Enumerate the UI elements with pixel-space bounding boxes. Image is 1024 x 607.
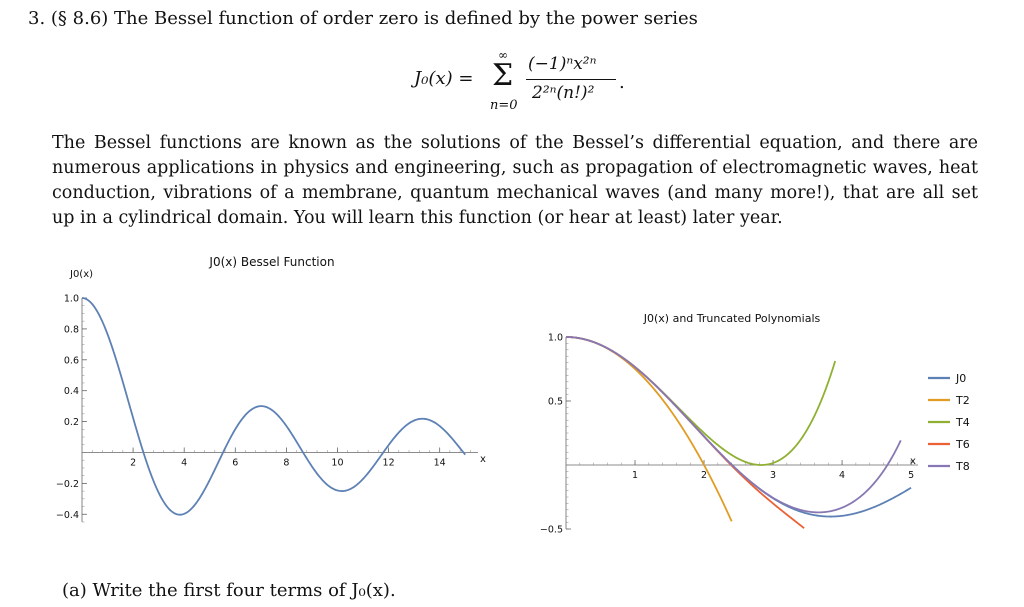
x-tick-label: 3	[770, 470, 777, 481]
intro-paragraph: The Bessel functions are known as the solutions of the Bessel’s differential equation, and there are numerous applications in physics and engineering, such as propagation of electromagnetic waves, heat conduction, vibrations of a membrane, quantum mechanical waves (and many more!), that are all set up in a cylindrical domain. You will learn this function (or hear at least) later year.	[52, 133, 978, 228]
x-axis-label: x	[910, 456, 916, 467]
y-tick-label: −0.4	[55, 509, 79, 521]
legend	[928, 372, 970, 473]
problem-heading: 3. (§ 8.6) The Bessel function of order zero is defined by the power series	[28, 8, 698, 29]
legend-label: T2	[956, 394, 970, 407]
y-tick-label: −0.5	[539, 524, 563, 536]
formula-period: .	[619, 72, 625, 93]
y-tick-label: 0.5	[547, 396, 563, 408]
legend-label: T8	[956, 460, 970, 473]
sum-symbol: Σ	[492, 58, 514, 93]
truncated-polynomials-chart	[520, 300, 1020, 550]
x-tick-label: 10	[331, 457, 344, 469]
bessel-formula	[414, 46, 644, 116]
x-tick-label: 6	[232, 457, 239, 469]
x-tick-label: 5	[908, 470, 915, 481]
y-tick-label: 0.4	[63, 386, 79, 398]
y-tick-label: 1.0	[547, 332, 563, 344]
fraction-bar	[526, 79, 616, 80]
series-line-J0	[566, 337, 911, 517]
y-tick-label: 0.6	[63, 355, 79, 367]
x-tick-label: 4	[181, 457, 188, 469]
series-line-T8	[566, 337, 901, 512]
chart-title: J0(x) Bessel Function	[209, 255, 335, 269]
y-tick-label: 0.2	[63, 417, 79, 429]
formula-numerator: (−1)ⁿx²ⁿ	[528, 54, 597, 74]
sum-lower-limit: n=0	[490, 98, 518, 113]
legend-label: J0	[956, 372, 967, 385]
x-tick-label: 2	[701, 470, 708, 481]
x-tick-label: 2	[130, 457, 137, 469]
x-tick-label: 4	[839, 470, 846, 481]
series-line-T2	[566, 337, 732, 521]
chart-title: J0(x) and Truncated Polynomials	[643, 312, 821, 325]
x-tick-label: 8	[283, 457, 290, 469]
series-line-T4	[566, 337, 835, 465]
sum-upper-limit: ∞	[498, 48, 508, 62]
x-tick-label: 14	[433, 457, 446, 469]
y-tick-label: 1.0	[63, 293, 79, 305]
formula-lhs: J₀(x) =	[414, 68, 474, 89]
y-tick-label: 0.8	[63, 324, 79, 336]
y-tick-label: −0.2	[55, 478, 79, 490]
x-tick-label: 12	[382, 457, 395, 469]
series-line-j0	[82, 298, 465, 515]
legend-label: T4	[956, 416, 970, 429]
part-a-question: (a) Write the first four terms of J₀(x).	[62, 580, 396, 601]
x-axis-label: x	[480, 454, 486, 465]
x-tick-label: 1	[631, 470, 639, 481]
legend-label: T6	[956, 438, 970, 451]
y-axis-label: J0(x)	[70, 269, 94, 280]
formula-denominator: 2²ⁿ(n!)²	[532, 83, 595, 103]
bessel-chart	[0, 240, 500, 540]
